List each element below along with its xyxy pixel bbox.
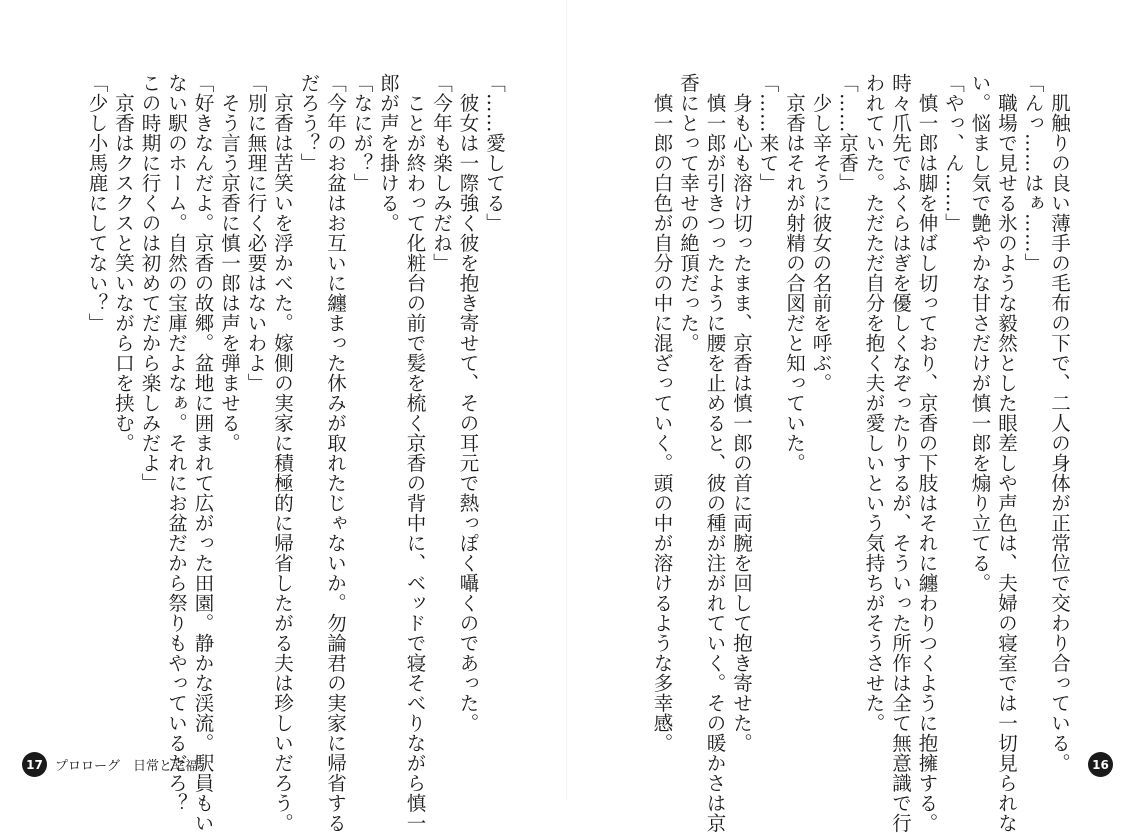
text-line: 慎一郎が引きつったように腰を止めると、彼の種が注がれていく。その暖かさは京 [703,73,727,833]
text-line: だろう？」 [297,73,321,173]
text-line: 「……来て」 [756,73,780,193]
text-line: われていた。ただただ自分を抱く夫が愛しいという気持ちがそうさせた。 [862,73,886,733]
text-line: 京香はそれが射精の合図だと知っていた。 [783,73,806,473]
right-page-footer [1088,752,1113,777]
text-line: ことが終わって化粧台の前で髪を梳く京香の背中に、ベッドで寝そべりながら慎一 [403,73,427,833]
text-line: 時々爪先でふくらはぎを優しくなぞったりするが、そういった所作は全て無意識で行 [889,73,912,833]
text-line: 郎が声を掛ける。 [377,73,400,233]
text-line: 京香は苦笑いを浮かべた。嫁側の実家に積極的に帰省したがる夫は珍しいだろう。 [271,73,294,833]
text-line: 「今年も楽しみだね」 [430,73,453,273]
left-page-footer [22,752,198,777]
text-line: 慎一郎の白色が自分の中に混ざっていく。頭の中が溶けるような多幸感。 [650,73,674,753]
text-line: 職場で見せる氷のような毅然とした眼差しや声色は、夫婦の寝室では一切見られな [995,73,1018,833]
text-line: い。悩まし気で艶やかな甘さだけが慎一郎を煽り立てる。 [968,73,992,593]
right-page-body-text [648,73,1072,833]
text-line: 身も心も溶け切ったまま、京香は慎一郎の首に両腕を回して抱き寄せた。 [730,73,753,753]
text-line: 肌触りの良い薄手の毛布の下で、二人の身体が正常位で交わり合っている。 [1048,73,1071,773]
right-page [567,0,1135,833]
text-line: そう言う京香に慎一郎は声を弾ませる。 [218,73,241,453]
text-line: 「少し小馬鹿にしてない？」 [85,73,109,333]
text-line: 「やっ、ん……」 [942,73,965,233]
text-line: ない駅のホーム。自然の宝庫だよなぁ。それにお盆だから祭りもやっているだろ？ [165,73,188,813]
text-line: 「んっ……はぁ……」 [1021,73,1045,273]
text-line: 「なにが？」 [350,73,374,193]
running-head: プロローグ 日常と幸福 [55,759,199,774]
text-line: 慎一郎は脚を伸ばし切っており、京香の下肢はそれに纏わりつくように抱擁する。 [915,73,939,833]
text-line: 「今年のお盆はお互いに纏まった休みが取れたじゃないか。勿論君の実家に帰省する [324,73,347,833]
text-line: 「別に無理に行く必要はないわよ」 [244,73,268,393]
text-line: 「……京香」 [836,73,859,193]
text-line: 彼女は一際強く彼を抱き寄せて、その耳元で熱っぽく囁くのであった。 [456,73,480,733]
text-line: 京香はクスクスと笑いながら口を挟む。 [112,73,135,453]
page-number-badge: 17 [22,752,47,777]
text-line: 「……愛してる」 [483,73,506,233]
text-line: 香にとって幸せの絶頂だった。 [677,73,700,353]
left-page [0,0,567,833]
text-line: この時期に行くのは初めてだから楽しみだよ」 [138,73,162,493]
text-line: 少し辛そうに彼女の名前を呼ぶ。 [809,73,833,393]
text-line: 「好きなんだよ。京香の故郷。盆地に囲まれて広がった田園。静かな渓流。駅員もい [191,73,215,833]
page-number-badge: 16 [1088,752,1113,777]
